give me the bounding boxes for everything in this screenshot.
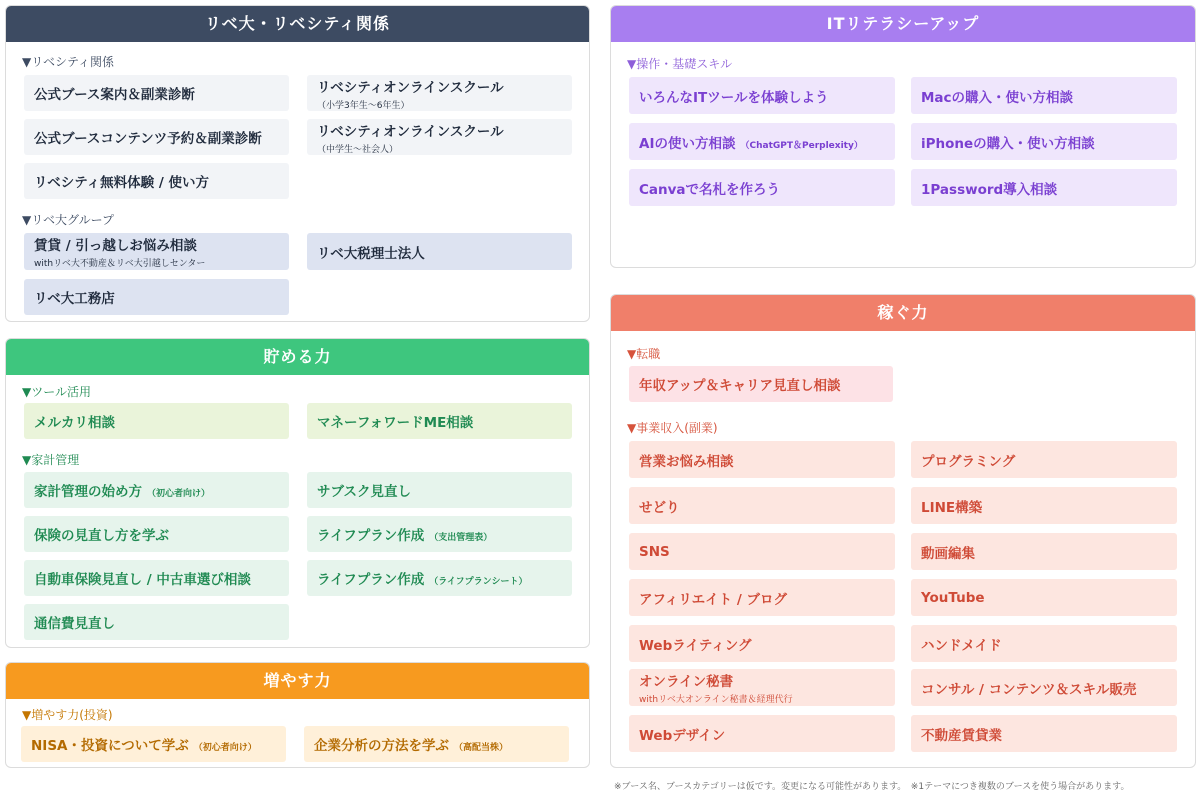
booth-note: （初心者向け） bbox=[193, 743, 257, 753]
booth-note: （高配当株） bbox=[454, 743, 509, 753]
booth-sedori[interactable] bbox=[629, 487, 895, 524]
booth-label: リベシティ無料体験 / 使い方 bbox=[34, 175, 209, 191]
it-literacy-panel bbox=[610, 5, 1196, 268]
booth-sublabel: （中学生〜社会人） bbox=[317, 144, 399, 155]
footnote: ※ブース名、ブースカテゴリーは仮です。変更になる可能性があります。 ※1テーマにつき複数のブースを使う場合があります。 bbox=[614, 782, 1130, 792]
booth-online-school-junior[interactable] bbox=[307, 119, 572, 155]
booth-insurance[interactable] bbox=[24, 516, 289, 552]
panel-title: リベ大・リベシティ関係 bbox=[6, 6, 589, 42]
booth-sublabel: withリベ大オンライン秘書＆経理代行 bbox=[639, 695, 793, 705]
booth-youtube[interactable] bbox=[911, 579, 1177, 616]
booth-label: Macの購入・使い方相談 bbox=[921, 89, 1074, 106]
booth-iphone[interactable] bbox=[911, 123, 1177, 160]
section-label: ▼家計管理 bbox=[22, 453, 80, 467]
booth-web-design[interactable] bbox=[629, 715, 895, 752]
booth-lifeplan-expense[interactable] bbox=[307, 516, 572, 552]
booth-label: リベ大税理士法人 bbox=[317, 245, 425, 262]
booth-label: リベシティオンラインスクール bbox=[317, 123, 504, 140]
booth-label: 年収アップ＆キャリア見直し相談 bbox=[639, 378, 841, 394]
booth-label: Webデザイン bbox=[639, 727, 726, 744]
booth-label: プログラミング bbox=[921, 453, 1016, 470]
panel-title: 増やす力 bbox=[6, 663, 589, 699]
booth-note: （初心者向け） bbox=[147, 489, 211, 499]
booth-label: LINE構築 bbox=[921, 499, 983, 516]
booth-label: リベ大工務店 bbox=[34, 291, 115, 307]
booth-label: iPhoneの購入・使い方相談 bbox=[921, 135, 1095, 152]
section-label: ▼リベシティ関係 bbox=[22, 55, 115, 69]
booth-label: NISA・投資について学ぶ bbox=[31, 738, 189, 754]
booth-label: ハンドメイド bbox=[921, 637, 1002, 654]
section-label: ▼操作・基礎スキル bbox=[627, 57, 733, 71]
section-label: ▼転職 bbox=[627, 347, 661, 361]
booth-label: ライフプラン作成 bbox=[317, 528, 425, 544]
booth-label: 1Password導入相談 bbox=[921, 181, 1058, 198]
booth-real-estate[interactable] bbox=[911, 715, 1177, 752]
booth-label: いろんなITツールを体験しよう bbox=[639, 89, 829, 106]
section-label: ▼リベ大グループ bbox=[22, 213, 115, 227]
booth-canva[interactable] bbox=[629, 169, 895, 206]
booth-mercari[interactable] bbox=[24, 403, 289, 439]
booth-label: Canvaで名札を作ろう bbox=[639, 181, 781, 198]
booth-label: 家計管理の始め方 bbox=[34, 484, 142, 500]
booth-label: リベシティオンラインスクール bbox=[317, 79, 504, 96]
booth-line[interactable] bbox=[911, 487, 1177, 524]
booth-label: メルカリ相談 bbox=[34, 415, 115, 431]
booth-label: 保険の見直し方を学ぶ bbox=[34, 528, 169, 544]
booth-consulting[interactable] bbox=[911, 669, 1177, 706]
booth-company-analysis[interactable] bbox=[304, 726, 569, 762]
section-label: ▼ツール活用 bbox=[22, 385, 91, 399]
booth-sns[interactable] bbox=[629, 533, 895, 570]
earn-panel bbox=[610, 294, 1196, 768]
booth-nisa[interactable] bbox=[21, 726, 286, 762]
booth-telecom[interactable] bbox=[24, 604, 289, 640]
booth-free-trial[interactable] bbox=[24, 163, 289, 199]
booth-label: マネーフォワードME相談 bbox=[317, 415, 474, 431]
booth-household-start[interactable] bbox=[24, 472, 289, 508]
panel-title: 稼ぐ力 bbox=[611, 295, 1195, 331]
booth-label: 不動産賃貸業 bbox=[921, 727, 1002, 744]
booth-label: 営業お悩み相談 bbox=[639, 453, 734, 470]
booth-note: （ChatGPT＆Perplexity） bbox=[740, 140, 863, 151]
booth-label: 企業分析の方法を学ぶ bbox=[314, 738, 449, 754]
booth-label: 公式ブース案内＆副業診断 bbox=[34, 87, 195, 103]
booth-mac[interactable] bbox=[911, 77, 1177, 114]
booth-online-school-elementary[interactable] bbox=[307, 75, 572, 111]
booth-moneyforward[interactable] bbox=[307, 403, 572, 439]
booth-video-editing[interactable] bbox=[911, 533, 1177, 570]
panel-title: 貯める力 bbox=[6, 339, 589, 375]
section-label: ▼事業収入(副業) bbox=[627, 421, 718, 435]
booth-note: （ライフプランシート） bbox=[429, 577, 528, 587]
booth-sublabel: withリベ大不動産＆リベ大引越しセンター bbox=[34, 259, 206, 269]
booth-car-insurance[interactable] bbox=[24, 560, 289, 596]
booth-label: AIの使い方相談 bbox=[639, 135, 736, 152]
booth-career[interactable] bbox=[629, 366, 893, 402]
booth-label: コンサル / コンテンツ＆スキル販売 bbox=[921, 681, 1137, 698]
booth-label: 動画編集 bbox=[921, 545, 975, 562]
booth-construction[interactable] bbox=[24, 279, 289, 315]
booth-tax-office[interactable] bbox=[307, 233, 572, 270]
booth-sublabel: （小学3年生〜6年生） bbox=[317, 100, 410, 111]
booth-rental-moving[interactable] bbox=[24, 233, 289, 270]
booth-label: SNS bbox=[639, 543, 670, 560]
booth-web-writing[interactable] bbox=[629, 625, 895, 662]
booth-label: サブスク見直し bbox=[317, 484, 411, 500]
booth-label: オンライン秘書 bbox=[639, 674, 734, 690]
booth-label: YouTube bbox=[921, 589, 985, 606]
booth-handmade[interactable] bbox=[911, 625, 1177, 662]
save-panel bbox=[5, 338, 590, 648]
section-label: ▼増やす力(投資) bbox=[22, 708, 113, 722]
booth-label: アフィリエイト / ブログ bbox=[639, 591, 787, 608]
booth-label: ライフプラン作成 bbox=[317, 572, 425, 588]
booth-subscription[interactable] bbox=[307, 472, 572, 508]
booth-label: 通信費見直し bbox=[34, 616, 115, 632]
booth-sales[interactable] bbox=[629, 441, 895, 478]
booth-label: 公式ブースコンテンツ予約＆副業診断 bbox=[34, 131, 262, 147]
booth-online-secretary[interactable] bbox=[629, 669, 895, 706]
booth-label: 自動車保険見直し / 中古車選び相談 bbox=[34, 572, 251, 588]
booth-ai[interactable] bbox=[629, 123, 895, 160]
booth-label: 賃貸 / 引っ越しお悩み相談 bbox=[34, 238, 197, 254]
grow-panel bbox=[5, 662, 590, 768]
booth-affiliate[interactable] bbox=[629, 579, 895, 616]
libe-city-panel bbox=[5, 5, 590, 322]
booth-label: せどり bbox=[639, 499, 680, 516]
booth-label: Webライティング bbox=[639, 637, 752, 654]
booth-lifeplan-sheet[interactable] bbox=[307, 560, 572, 596]
booth-content-reservation[interactable] bbox=[24, 119, 289, 155]
booth-official-guide[interactable] bbox=[24, 75, 289, 111]
booth-programming[interactable] bbox=[911, 441, 1177, 478]
booth-1password[interactable] bbox=[911, 169, 1177, 206]
booth-note: （支出管理表） bbox=[429, 533, 493, 543]
panel-title: ITリテラシーアップ bbox=[611, 6, 1195, 42]
booth-it-tools[interactable] bbox=[629, 77, 895, 114]
